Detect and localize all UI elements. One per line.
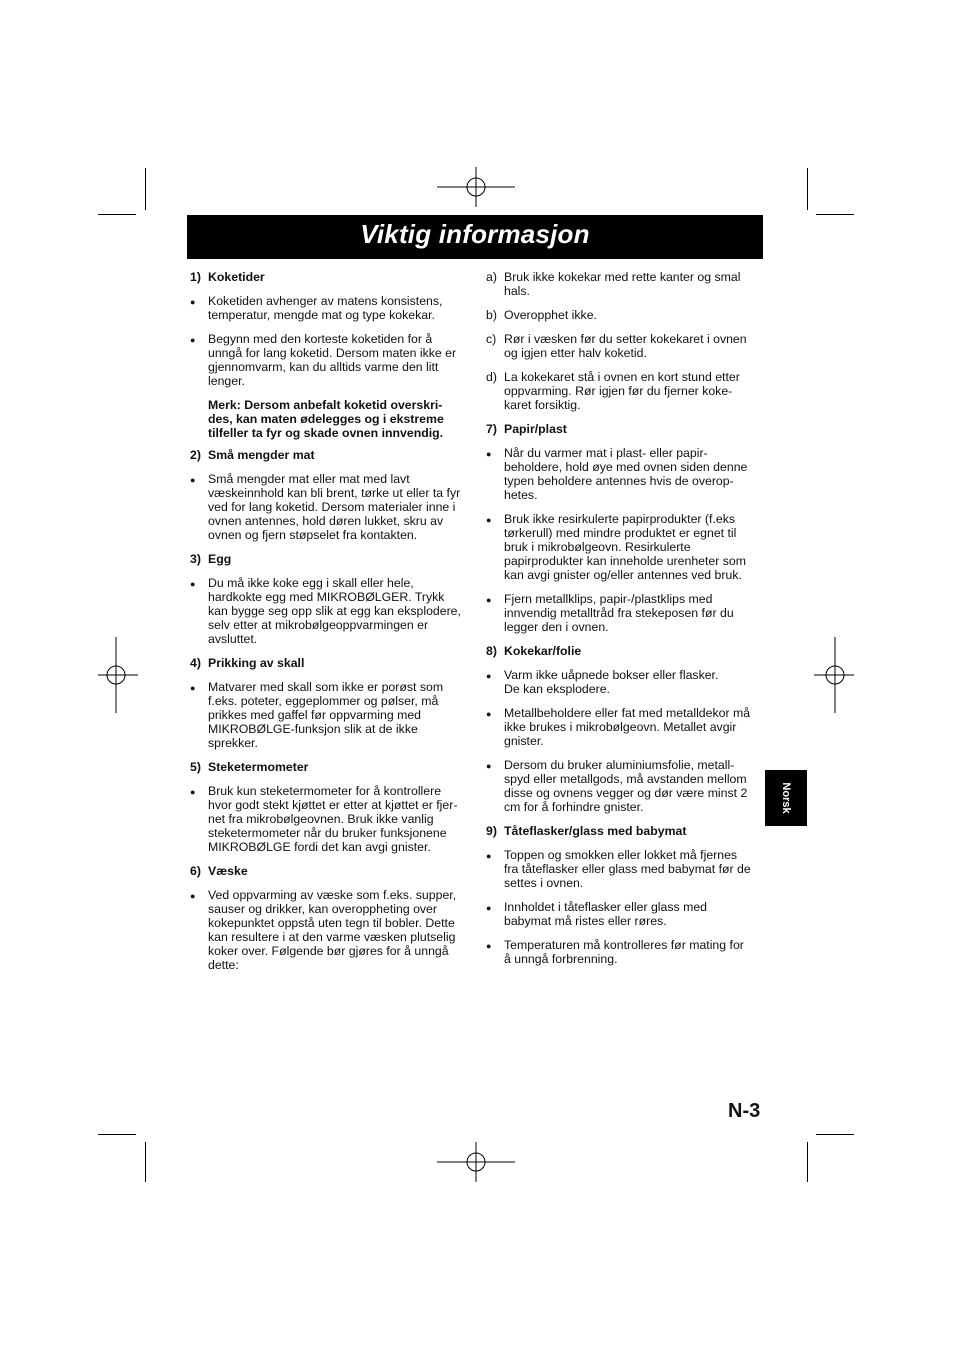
bullet-item: [190, 680, 472, 750]
item-text: Metallbeholdere eller fat med metalldekor må ikke brukes i mikrobølgeovn. Metallet avgir gnister.: [504, 706, 751, 748]
bullet-item: [486, 512, 758, 582]
item-text: Koketiden avhenger av matens konsistens, temperatur, mengde mat og type kokekar.: [208, 294, 443, 322]
bullet-icon: ●: [190, 335, 196, 345]
lettered-item: [486, 332, 758, 360]
bullet-item: [486, 900, 758, 928]
item-text: Begynn med den korteste koketiden for å unngå for lang koketid. Dersom maten ikke er gjennomvarm, kan du alltids varme den litt lenger.: [208, 332, 457, 388]
section-heading: [190, 270, 472, 284]
bullet-item: [190, 784, 472, 854]
registration-mark-right: [814, 637, 854, 713]
item-text: Temperaturen må kontrolleres før mating for å unngå forbrenning.: [504, 938, 744, 966]
crop-mark-top-left-horizontal: [98, 214, 136, 215]
crop-mark-top-right-vertical: [807, 168, 808, 210]
item-letter: c): [486, 332, 497, 346]
bullet-item: [486, 938, 758, 966]
bullet-item: [486, 706, 758, 748]
registration-mark-top: [437, 167, 515, 207]
item-letter: a): [486, 270, 497, 284]
section-title: Egg: [208, 552, 232, 566]
bullet-item: [190, 888, 472, 972]
item-text: Du må ikke koke egg i skall eller hele, hardkokte egg med MIKROBØLGER. Trykk kan bygge seg opp slik at egg kan eksplodere, selv etter at mikrobølgeoppvarmingen er avsluttet.: [208, 576, 461, 646]
bullet-icon: ●: [486, 671, 492, 681]
section-title: Koketider: [208, 270, 265, 284]
crop-mark-bottom-left-vertical: [145, 1142, 146, 1182]
right-column: [486, 270, 758, 976]
lettered-item: [486, 308, 758, 322]
bullet-icon: ●: [190, 787, 196, 797]
section-number: 2): [190, 448, 201, 462]
crop-mark-bottom-right-horizontal: [816, 1134, 854, 1135]
item-letter: d): [486, 370, 497, 384]
item-text: Bruk ikke kokekar med rette kanter og smal hals.: [504, 270, 741, 298]
crop-mark-bottom-right-vertical: [807, 1142, 808, 1182]
section-heading: [486, 422, 758, 436]
bullet-item: [486, 668, 758, 696]
bullet-icon: ●: [486, 941, 492, 951]
section-heading: [190, 864, 472, 878]
bullet-icon: ●: [190, 891, 196, 901]
crop-mark-bottom-left-horizontal: [98, 1134, 136, 1135]
bullet-icon: ●: [486, 761, 492, 771]
bullet-icon: ●: [486, 709, 492, 719]
lettered-item: [486, 270, 758, 298]
item-text: Fjern metallklips, papir-/plastklips med innvendig metalltråd fra stekeposen før du legger den i ovnen.: [504, 592, 734, 634]
section-title: Kokekar/folie: [504, 644, 582, 658]
section-heading: [486, 824, 758, 838]
warning-note: Merk: Dersom anbefalt koketid overskri- des, kan maten ødelegges og i ekstreme tilfeller ta fyr og skade ovnen innvendig.: [208, 398, 444, 440]
section-number: 9): [486, 824, 497, 838]
item-text: Toppen og smokken eller lokket må fjernes fra tåteflasker eller glass med babymat før de settes i ovnen.: [504, 848, 751, 890]
language-tab: [765, 770, 807, 826]
bullet-icon: ●: [190, 683, 196, 693]
section-heading: [190, 760, 472, 774]
item-text: Bruk kun steketermometer for å kontrollere hvor godt stekt kjøttet er etter at kjøttet er fjer- net fra mikrobølgeovnen. Bruk ikke vanlig steketermometer når du bruker funksjonene MIKROBØLGE fordi det kan avgi gnister.: [208, 784, 458, 854]
bullet-item: [486, 446, 758, 502]
section-number: 8): [486, 644, 497, 658]
item-text: Varm ikke uåpnede bokser eller flasker. De kan eksplodere.: [504, 668, 719, 696]
bullet-item: [486, 758, 758, 814]
title-bar: [187, 215, 763, 259]
section-heading: [190, 656, 472, 670]
section-title: Væske: [208, 864, 248, 878]
bullet-icon: ●: [190, 579, 196, 589]
bullet-icon: ●: [486, 449, 492, 459]
item-letter: b): [486, 308, 497, 322]
item-text: La kokekaret stå i ovnen en kort stund etter oppvarming. Rør igjen før du fjerner koke- karet forsiktig.: [504, 370, 740, 412]
bullet-item: [190, 472, 472, 542]
bullet-item: [190, 576, 472, 646]
language-tab-label: Norsk: [780, 782, 792, 814]
section-number: 5): [190, 760, 201, 774]
section-title: Papir/plast: [504, 422, 567, 436]
lettered-item: [486, 370, 758, 412]
section-number: 1): [190, 270, 201, 284]
crop-mark-top-right-horizontal: [816, 214, 854, 215]
section-number: 3): [190, 552, 201, 566]
item-text: Bruk ikke resirkulerte papirprodukter (f.eks tørkerull) med mindre produktet er egnet til bruk i mikrobølgeovn. Resirkulerte papirprodukter kan inneholde urenheter som kan avgi gnister og/eller antennes ved bruk.: [504, 512, 746, 582]
section-number: 4): [190, 656, 201, 670]
bullet-icon: ●: [486, 595, 492, 605]
item-text: Matvarer med skall som ikke er porøst som f.eks. poteter, eggeplommer og pølser, må prikkes med gaffel før oppvarming med MIKROBØLGE-funksjon slik at de ikke sprekker.: [208, 680, 444, 750]
bullet-item: [486, 848, 758, 890]
bullet-item: [190, 332, 472, 388]
page-number: N-3: [728, 1100, 761, 1122]
bullet-item: [190, 294, 472, 322]
left-column: [190, 270, 472, 982]
item-text: Når du varmer mat i plast- eller papir- beholdere, hold øye med ovnen siden denne typen beholdere antennes hvis de overop- hetes.: [504, 446, 748, 502]
bullet-icon: ●: [486, 903, 492, 913]
item-text: Innholdet i tåteflasker eller glass med babymat må ristes eller røres.: [504, 900, 708, 928]
section-heading: [190, 448, 472, 462]
bullet-icon: ●: [486, 515, 492, 525]
item-text: Dersom du bruker aluminiumsfolie, metall- spyd eller metallgods, må avstanden mellom disse og ovnens vegger og dør være minst 2 cm for å forhindre gnister.: [504, 758, 748, 814]
item-text: Overopphet ikke.: [504, 308, 597, 322]
registration-mark-bottom: [437, 1142, 515, 1182]
section-title: Steketermometer: [208, 760, 309, 774]
section-title: Små mengder mat: [208, 448, 315, 462]
section-title: Prikking av skall: [208, 656, 305, 670]
registration-mark-left: [98, 637, 138, 713]
item-text: Rør i væsken før du setter kokekaret i ovnen og igjen etter halv koketid.: [504, 332, 747, 360]
bullet-icon: ●: [190, 297, 196, 307]
bullet-item: [486, 592, 758, 634]
item-text: Ved oppvarming av væske som f.eks. supper, sauser og drikker, kan overoppheting over kokepunktet oppstå uten tegn til bobler. Dette kan resultere i at den varme væsken plutselig koker over. Følgende bør gjøres for å unngå dette:: [208, 888, 457, 972]
section-title: Tåteflasker/glass med babymat: [504, 824, 687, 838]
section-number: 7): [486, 422, 497, 436]
page-title: Viktig informasjon: [360, 219, 590, 249]
bullet-icon: ●: [486, 851, 492, 861]
section-heading: [486, 644, 758, 658]
item-text: Små mengder mat eller mat med lavt væskeinnhold kan bli brent, tørke ut eller ta fyr ved for lang koketid. Dersom materialer inne i ovnen antennes, hold døren lukket, skru av ovnen og fjern støpselet fra kontakten.: [208, 472, 461, 542]
section-number: 6): [190, 864, 201, 878]
bullet-icon: ●: [190, 475, 196, 485]
section-heading: [190, 552, 472, 566]
crop-mark-top-left-vertical: [145, 168, 146, 210]
